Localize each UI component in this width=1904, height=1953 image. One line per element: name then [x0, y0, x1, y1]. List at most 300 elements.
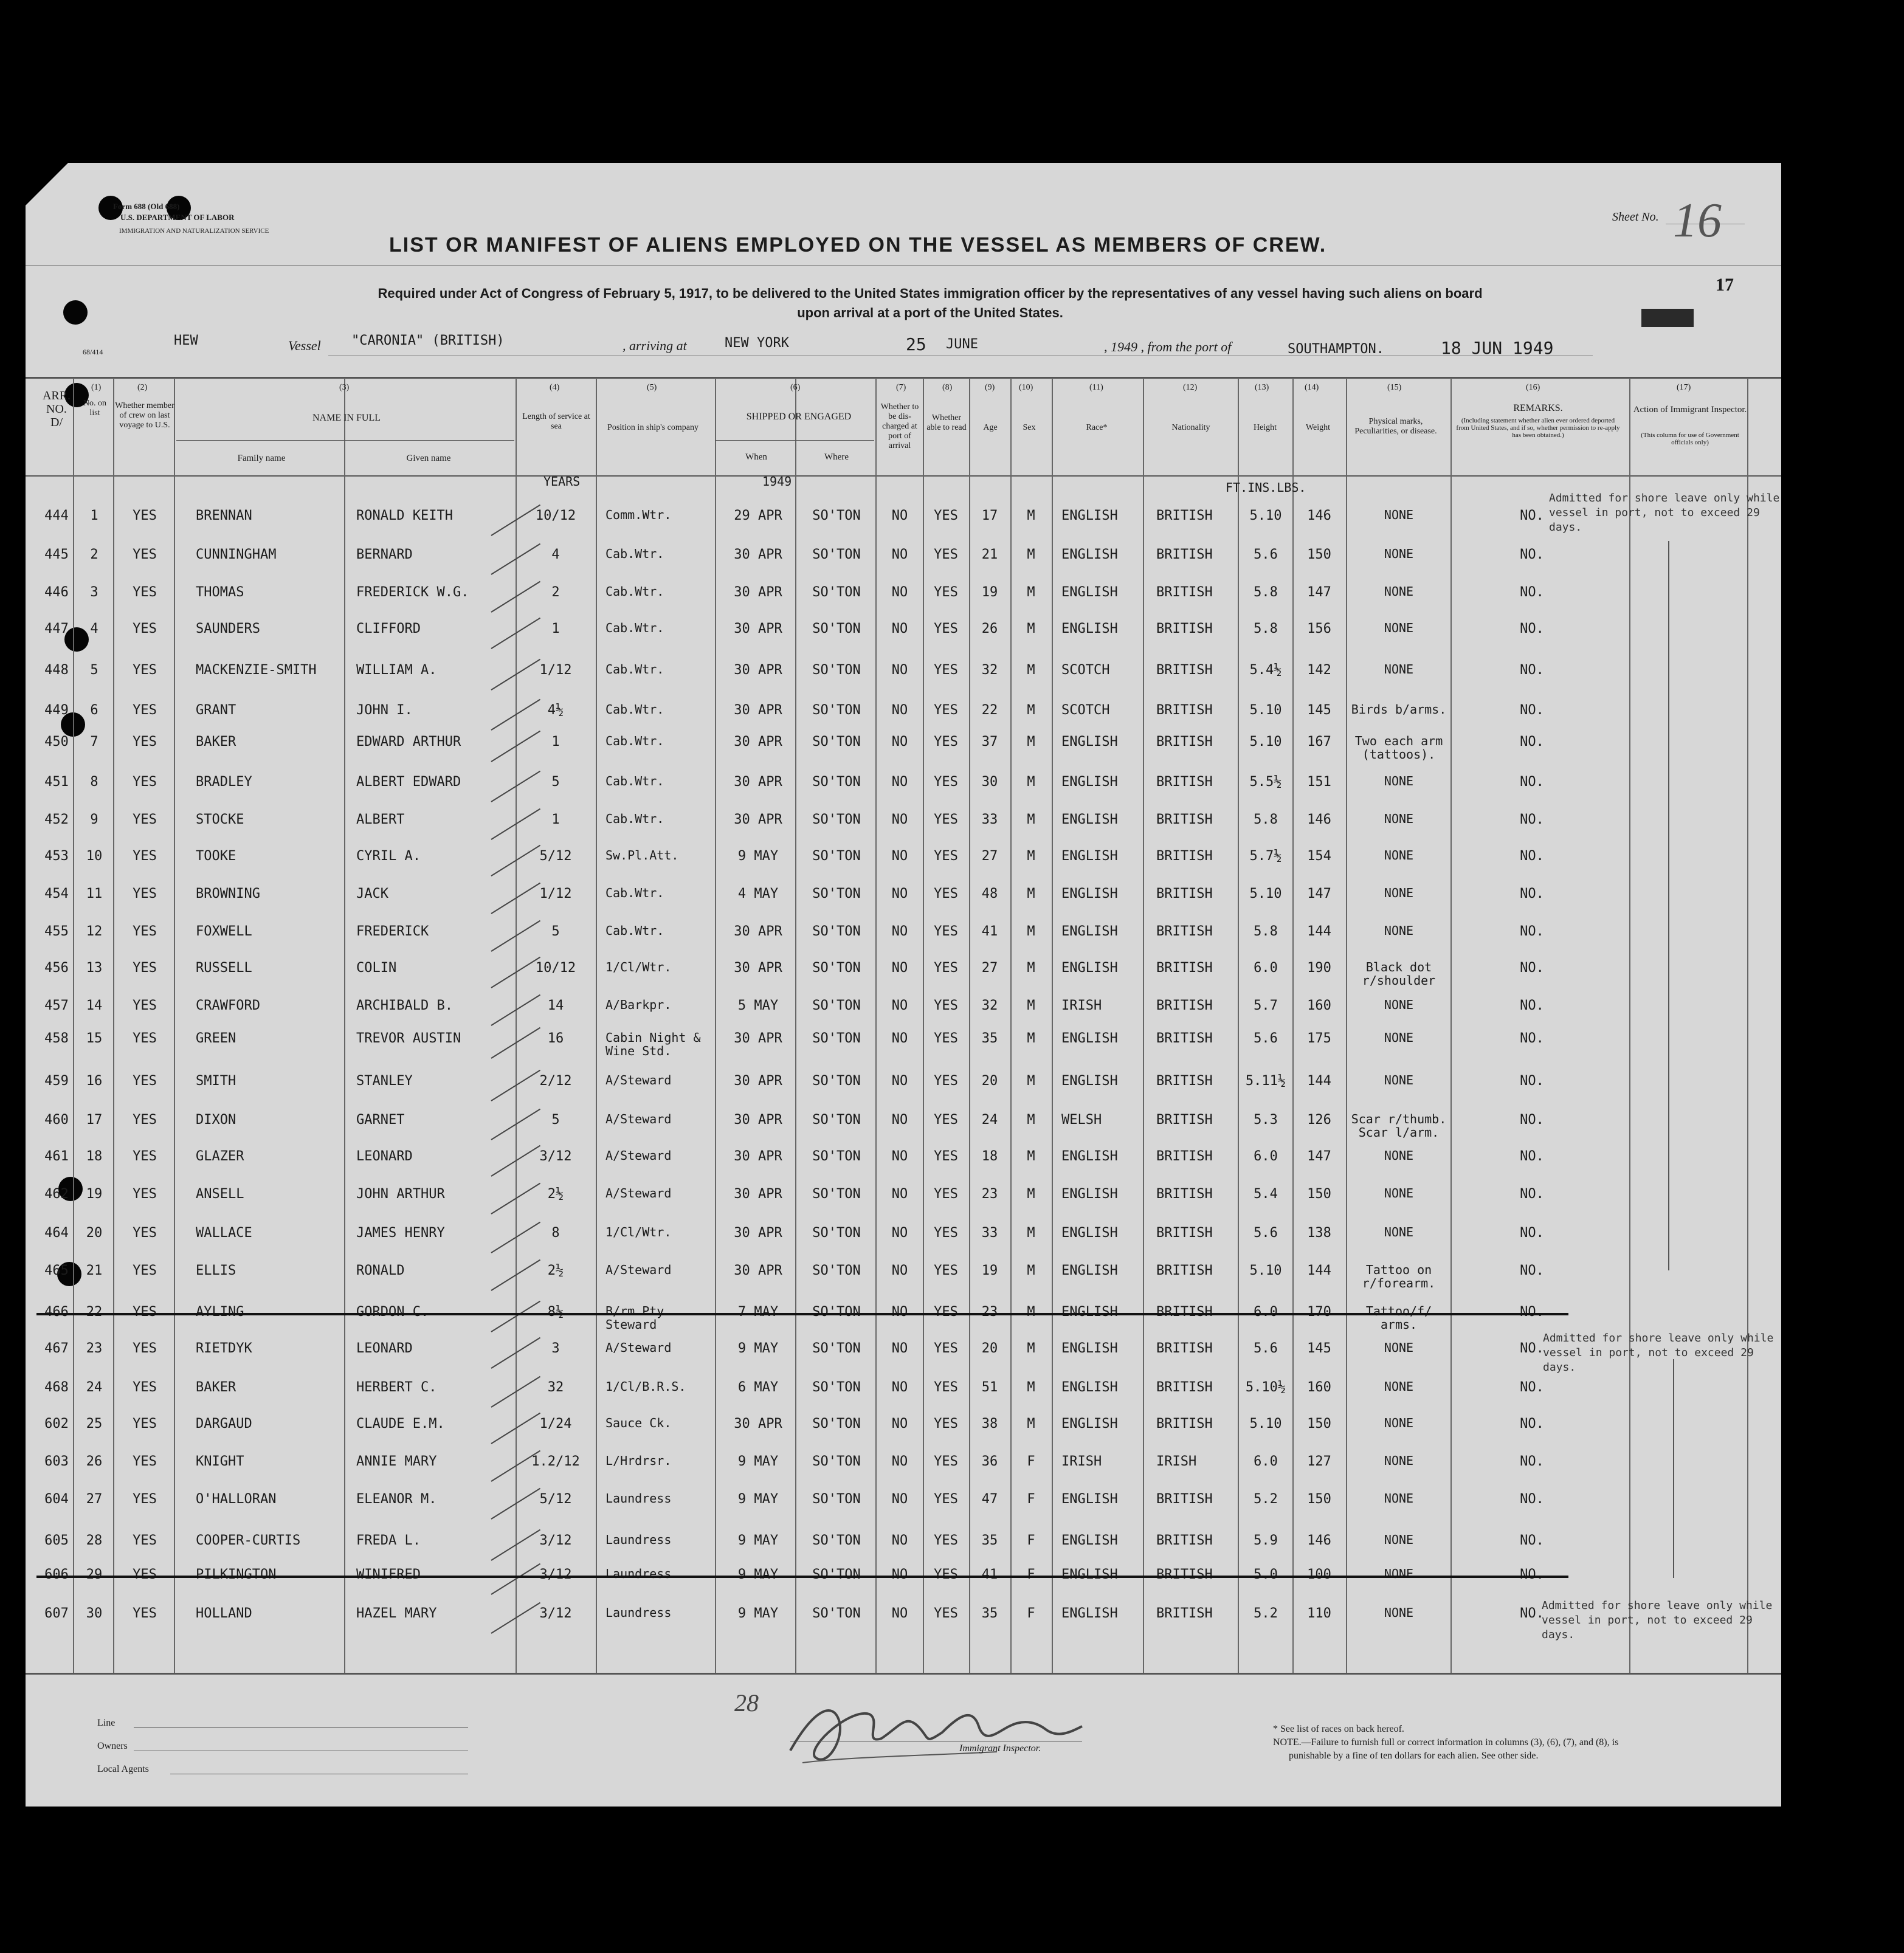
row-21-age: 19 — [981, 1263, 998, 1278]
row-24-where: SO'TON — [812, 1380, 861, 1395]
row-20-nat: BRITISH — [1156, 1225, 1213, 1241]
row-12-weight: 144 — [1307, 924, 1331, 939]
row-19-service: 2½ — [547, 1187, 564, 1202]
row-14-no: 14 — [86, 998, 103, 1013]
row-10-sex: M — [1027, 849, 1035, 864]
row-6-position: Cab.Wtr. — [605, 702, 664, 717]
row-20-height: 5.6 — [1254, 1225, 1278, 1241]
row-10-when: 9 MAY — [737, 849, 779, 864]
row-12-race: ENGLISH — [1061, 924, 1118, 939]
row-30-given: HAZEL MARY — [356, 1606, 437, 1621]
row-15-remarks: NO. — [1520, 1031, 1544, 1046]
row-11-age: 48 — [981, 886, 998, 901]
row-1-remarks: NO. — [1520, 508, 1544, 523]
row-9-marks: NONE — [1384, 811, 1414, 826]
row-11-remarks: NO. — [1520, 886, 1544, 901]
row-7-weight: 167 — [1307, 734, 1331, 749]
row-20-marks: NONE — [1384, 1225, 1414, 1239]
row-9-where: SO'TON — [812, 812, 861, 827]
row-10-where: SO'TON — [812, 849, 861, 864]
inspector-signature — [778, 1684, 1094, 1775]
side-code: 68/414 — [83, 348, 103, 356]
col-num-13: (13) — [1255, 383, 1269, 392]
row-18-service: 3/12 — [539, 1149, 572, 1164]
row-4-no: 4 — [90, 621, 98, 636]
row-7-age: 37 — [981, 734, 998, 749]
row-19-where: SO'TON — [812, 1187, 861, 1202]
row-7-dis: NO — [891, 734, 908, 749]
row-2-read: YES — [934, 547, 958, 562]
row-20-given: JAMES HENRY — [356, 1225, 445, 1241]
column-divider — [516, 378, 517, 1673]
row-16-service: 2/12 — [539, 1073, 572, 1089]
row-15-arr: 458 — [44, 1031, 69, 1046]
row-14-nat: BRITISH — [1156, 998, 1213, 1013]
row-1-nat: BRITISH — [1156, 508, 1213, 523]
column-divider — [1346, 378, 1347, 1673]
row-16-age: 20 — [981, 1073, 998, 1089]
row-29-remarks: NO. — [1520, 1567, 1544, 1582]
row-8-read: YES — [934, 774, 958, 790]
row-5-position: Cab.Wtr. — [605, 662, 664, 677]
row-1-arr: 444 — [44, 508, 69, 523]
row-30-arr: 607 — [44, 1606, 69, 1621]
column-divider — [596, 378, 597, 1673]
row-18-where: SO'TON — [812, 1149, 861, 1164]
row-2-family: CUNNINGHAM — [196, 547, 277, 562]
row-27-given: ELEANOR M. — [356, 1492, 437, 1507]
subtitle-line-2: upon arrival at a port of the United States. — [797, 305, 1063, 320]
row-13-service: 10/12 — [535, 960, 576, 976]
row-13-when: 30 APR — [734, 960, 782, 976]
row-14-family: CRAWFORD — [196, 998, 260, 1013]
row-27-remarks: NO. — [1520, 1492, 1544, 1507]
column-divider — [875, 378, 877, 1673]
row-8-weight: 151 — [1307, 774, 1331, 790]
row-8-when: 30 APR — [734, 774, 782, 790]
row-27-when: 9 MAY — [737, 1492, 779, 1507]
column-divider — [923, 378, 924, 1673]
row-23-remarks: NO. — [1520, 1341, 1544, 1356]
row-7-nat: BRITISH — [1156, 734, 1213, 749]
row-4-weight: 156 — [1307, 621, 1331, 636]
row-26-age: 36 — [981, 1454, 998, 1469]
row-21-where: SO'TON — [812, 1263, 861, 1278]
row-13-dis: NO — [891, 960, 908, 976]
column-divider — [1010, 378, 1012, 1673]
row-4-marks: NONE — [1384, 621, 1414, 635]
row-21-no: 21 — [86, 1263, 103, 1278]
voyage-rule — [328, 355, 1593, 356]
row-17-remarks: NO. — [1520, 1112, 1544, 1128]
row-24-given: HERBERT C. — [356, 1380, 437, 1395]
row-29-read: YES — [934, 1567, 958, 1582]
row-24-service: 32 — [547, 1380, 564, 1395]
row-5-service: 1/12 — [539, 663, 572, 678]
vessel-label: Vessel — [288, 338, 321, 353]
row-17-weight: 126 — [1307, 1112, 1331, 1128]
row-2-position: Cab.Wtr. — [605, 546, 664, 561]
row-25-nat: BRITISH — [1156, 1416, 1213, 1431]
row-24-read: YES — [934, 1380, 958, 1395]
row-2-dis: NO — [891, 547, 908, 562]
row-23-sex: M — [1027, 1341, 1035, 1356]
row-13-age: 27 — [981, 960, 998, 976]
row-26-dis: NO — [891, 1454, 908, 1469]
row-11-last: YES — [133, 886, 157, 901]
row-11-service: 1/12 — [539, 886, 572, 901]
row-8-service: 5 — [551, 774, 560, 790]
row-8-family: BRADLEY — [196, 774, 252, 790]
row-20-last: YES — [133, 1225, 157, 1241]
row-13-last: YES — [133, 960, 157, 976]
row-21-sex: M — [1027, 1263, 1035, 1278]
row-21-when: 30 APR — [734, 1263, 782, 1278]
row-5-age: 32 — [981, 663, 998, 678]
row-20-dis: NO — [891, 1225, 908, 1241]
row-11-dis: NO — [891, 886, 908, 901]
row-29-when: 9 MAY — [737, 1567, 779, 1582]
row-22-nat: BRITISH — [1156, 1304, 1213, 1320]
col-num-15: (15) — [1387, 383, 1402, 392]
row-15-family: GREEN — [196, 1031, 236, 1046]
row-1-where: SO'TON — [812, 508, 861, 523]
row-7-arr: 450 — [44, 734, 69, 749]
row-13-sex: M — [1027, 960, 1035, 976]
row-13-position: 1/Cl/Wtr. — [605, 960, 672, 974]
col-family-name: Family name — [237, 453, 286, 463]
row-14-arr: 457 — [44, 998, 69, 1013]
department: U.S. DEPARTMENT OF LABOR — [120, 213, 235, 222]
row-17-read: YES — [934, 1112, 958, 1128]
row-25-dis: NO — [891, 1416, 908, 1431]
row-2-service: 4 — [551, 547, 560, 562]
row-20-position: 1/Cl/Wtr. — [605, 1225, 672, 1239]
col-height: Height — [1253, 423, 1277, 432]
row-14-position: A/Barkpr. — [605, 997, 672, 1012]
column-divider — [73, 378, 74, 1673]
row-8-last: YES — [133, 774, 157, 790]
row-18-weight: 147 — [1307, 1149, 1331, 1164]
row-6-height: 5.10 — [1249, 703, 1282, 718]
row-14-age: 32 — [981, 998, 998, 1013]
row-28-given: FREDA L. — [356, 1533, 421, 1548]
row-16-where: SO'TON — [812, 1073, 861, 1089]
row-16-height: 5.11½ — [1245, 1073, 1286, 1089]
row-15-read: YES — [934, 1031, 958, 1046]
col-remarks-note: (Including statement whether alien ever ordered deported from United States, and if so, whether permission to re-apply has been obtained.) — [1456, 417, 1620, 439]
row-2-where: SO'TON — [812, 547, 861, 562]
row-7-when: 30 APR — [734, 734, 782, 749]
departure-date: 18 JUN 1949 — [1441, 338, 1554, 358]
page-title: LIST OR MANIFEST OF ALIENS EMPLOYED ON THE VESSEL AS MEMBERS OF CREW. — [389, 233, 1327, 257]
row-6-nat: BRITISH — [1156, 703, 1213, 718]
row-17-arr: 460 — [44, 1112, 69, 1128]
row-7-position: Cab.Wtr. — [605, 734, 664, 748]
bracket-line-1 — [1668, 541, 1669, 1270]
row-19-remarks: NO. — [1520, 1187, 1544, 1202]
row-9-arr: 452 — [44, 812, 69, 827]
arrival-day: 25 — [906, 334, 926, 354]
row-27-age: 47 — [981, 1492, 998, 1507]
col-sex: Sex — [1023, 423, 1036, 432]
column-divider — [1052, 378, 1053, 1673]
footnote-penalty-1: NOTE.—Failure to furnish full or correct information in columns (3), (6), (7), and (8), is — [1273, 1737, 1619, 1748]
row-15-position: Cabin Night & Wine Std. — [605, 1030, 701, 1058]
table-bottom-rule — [26, 1673, 1781, 1675]
row-23-read: YES — [934, 1341, 958, 1356]
row-16-race: ENGLISH — [1061, 1073, 1118, 1089]
row-8-arr: 451 — [44, 774, 69, 790]
row-3-no: 3 — [90, 585, 98, 600]
row-13-given: COLIN — [356, 960, 397, 976]
shore-leave-note-1: Admitted for shore leave only while vessel in port, not to exceed 29 days. — [1549, 492, 1780, 534]
row-25-when: 30 APR — [734, 1416, 782, 1431]
row-6-family: GRANT — [196, 703, 236, 718]
row-27-race: ENGLISH — [1061, 1492, 1118, 1507]
row-15-race: ENGLISH — [1061, 1031, 1118, 1046]
row-27-read: YES — [934, 1492, 958, 1507]
row-4-arr: 447 — [44, 621, 69, 636]
column-divider — [1629, 378, 1630, 1673]
row-30-remarks: NO. — [1520, 1606, 1544, 1621]
col-age: Age — [983, 423, 998, 432]
table-top-rule — [26, 377, 1781, 379]
row-9-read: YES — [934, 812, 958, 827]
row-26-nat: IRISH — [1156, 1454, 1197, 1469]
row-18-family: GLAZER — [196, 1149, 244, 1164]
row-7-service: 1 — [551, 734, 560, 749]
row-6-read: YES — [934, 703, 958, 718]
row-14-weight: 160 — [1307, 998, 1331, 1013]
row-15-dis: NO — [891, 1031, 908, 1046]
row-3-marks: NONE — [1384, 584, 1414, 599]
column-divider — [969, 378, 970, 1673]
row-19-family: ANSELL — [196, 1187, 244, 1202]
row-28-service: 3/12 — [539, 1533, 572, 1548]
row-26-read: YES — [934, 1454, 958, 1469]
row-9-sex: M — [1027, 812, 1035, 827]
row-2-height: 5.6 — [1254, 547, 1278, 562]
row-1-service: 10/12 — [535, 508, 576, 523]
row-21-weight: 144 — [1307, 1263, 1331, 1278]
row-17-when: 30 APR — [734, 1112, 782, 1128]
row-28-read: YES — [934, 1533, 958, 1548]
row-24-position: 1/Cl/B.R.S. — [605, 1379, 686, 1394]
footnote-penalty-2: punishable by a fine of ten dollars for each alien. See other side. — [1289, 1751, 1539, 1761]
row-3-family: THOMAS — [196, 585, 244, 600]
row-6-sex: M — [1027, 703, 1035, 718]
row-4-height: 5.8 — [1254, 621, 1278, 636]
arriving-label: , arriving at — [623, 338, 687, 353]
row-16-arr: 459 — [44, 1073, 69, 1089]
row-6-where: SO'TON — [812, 703, 861, 718]
row-25-remarks: NO. — [1520, 1416, 1544, 1431]
row-24-marks: NONE — [1384, 1379, 1414, 1394]
row-28-sex: F — [1027, 1533, 1035, 1548]
row-9-position: Cab.Wtr. — [605, 811, 664, 826]
row-29-age: 41 — [981, 1567, 998, 1582]
row-23-marks: NONE — [1384, 1340, 1414, 1355]
row-2-no: 2 — [90, 547, 98, 562]
col-num-8: (8) — [942, 383, 953, 392]
row-27-where: SO'TON — [812, 1492, 861, 1507]
row-25-weight: 150 — [1307, 1416, 1331, 1431]
row-4-read: YES — [934, 621, 958, 636]
row-12-given: FREDERICK — [356, 924, 429, 939]
row-15-service: 16 — [547, 1031, 564, 1046]
row-14-given: ARCHIBALD B. — [356, 998, 453, 1013]
table-header-rule — [26, 475, 1781, 477]
row-26-no: 26 — [86, 1454, 103, 1469]
row-10-dis: NO — [891, 849, 908, 864]
sheet-extra: 17 — [1716, 275, 1734, 295]
row-19-nat: BRITISH — [1156, 1187, 1213, 1202]
row-9-dis: NO — [891, 812, 908, 827]
row-15-given: TREVOR AUSTIN — [356, 1031, 461, 1046]
row-16-read: YES — [934, 1073, 958, 1089]
row-1-given: RONALD KEITH — [356, 508, 453, 523]
strikethrough-line — [36, 1576, 1568, 1578]
punch-hole — [63, 300, 88, 325]
row-7-family: BAKER — [196, 734, 236, 749]
row-1-height: 5.10 — [1249, 508, 1282, 523]
row-5-dis: NO — [891, 663, 908, 678]
row-17-position: A/Steward — [605, 1112, 672, 1126]
row-22-when: 7 MAY — [737, 1304, 779, 1320]
row-27-weight: 150 — [1307, 1492, 1331, 1507]
row-18-no: 18 — [86, 1149, 103, 1164]
row-2-last: YES — [133, 547, 157, 562]
row-12-where: SO'TON — [812, 924, 861, 939]
row-4-service: 1 — [551, 621, 560, 636]
row-19-race: ENGLISH — [1061, 1187, 1118, 1202]
sheet-no: 16 — [1673, 194, 1722, 247]
row-13-where: SO'TON — [812, 960, 861, 976]
row-29-height: 5.0 — [1254, 1567, 1278, 1582]
row-23-nat: BRITISH — [1156, 1341, 1213, 1356]
row-16-family: SMITH — [196, 1073, 236, 1089]
col-when: When — [745, 452, 767, 462]
row-22-no: 22 — [86, 1304, 103, 1320]
row-21-service: 2½ — [547, 1263, 564, 1278]
row-6-last: YES — [133, 703, 157, 718]
row-18-remarks: NO. — [1520, 1149, 1544, 1164]
row-30-nat: BRITISH — [1156, 1606, 1213, 1621]
row-6-race: SCOTCH — [1061, 703, 1110, 718]
subtitle-line-1: Required under Act of Congress of February 5, 1917, to be delivered to the United States immigration officer by the representatives of any vessel having such aliens on board — [378, 286, 1483, 301]
row-28-when: 9 MAY — [737, 1533, 779, 1548]
row-30-race: ENGLISH — [1061, 1606, 1118, 1621]
row-11-height: 5.10 — [1249, 886, 1282, 901]
row-24-last: YES — [133, 1380, 157, 1395]
row-21-arr: 465 — [44, 1263, 69, 1278]
row-4-given: CLIFFORD — [356, 621, 421, 636]
row-23-where: SO'TON — [812, 1341, 861, 1356]
row-8-dis: NO — [891, 774, 908, 790]
row-4-age: 26 — [981, 621, 998, 636]
row-1-no: 1 — [90, 508, 98, 523]
row-21-race: ENGLISH — [1061, 1263, 1118, 1278]
row-12-nat: BRITISH — [1156, 924, 1213, 939]
row-22-dis: NO — [891, 1304, 908, 1320]
row-8-no: 8 — [90, 774, 98, 790]
row-30-service: 3/12 — [539, 1606, 572, 1621]
row-26-given: ANNIE MARY — [356, 1454, 437, 1469]
row-2-remarks: NO. — [1520, 547, 1544, 562]
row-26-arr: 603 — [44, 1454, 69, 1469]
row-16-position: A/Steward — [605, 1073, 672, 1087]
row-28-race: ENGLISH — [1061, 1533, 1118, 1548]
row-9-family: STOCKE — [196, 812, 244, 827]
row-5-where: SO'TON — [812, 663, 861, 678]
row-1-family: BRENNAN — [196, 508, 252, 523]
row-1-age: 17 — [981, 508, 998, 523]
row-26-marks: NONE — [1384, 1453, 1414, 1468]
row-9-age: 33 — [981, 812, 998, 827]
row-1-position: Comm.Wtr. — [605, 508, 672, 522]
row-20-no: 20 — [86, 1225, 103, 1241]
row-12-height: 5.8 — [1254, 924, 1278, 939]
row-21-position: A/Steward — [605, 1262, 672, 1277]
row-28-no: 28 — [86, 1533, 103, 1548]
row-12-remarks: NO. — [1520, 924, 1544, 939]
row-19-last: YES — [133, 1187, 157, 1202]
row-23-height: 5.6 — [1254, 1341, 1278, 1356]
row-10-service: 5/12 — [539, 849, 572, 864]
row-4-when: 30 APR — [734, 621, 782, 636]
row-17-sex: M — [1027, 1112, 1035, 1128]
row-28-remarks: NO. — [1520, 1533, 1544, 1548]
row-19-height: 5.4 — [1254, 1187, 1278, 1202]
col-num-1: (1) — [91, 383, 102, 392]
row-16-nat: BRITISH — [1156, 1073, 1213, 1089]
row-15-marks: NONE — [1384, 1030, 1414, 1045]
row-6-no: 6 — [90, 703, 98, 718]
row-28-weight: 146 — [1307, 1533, 1331, 1548]
row-4-sex: M — [1027, 621, 1035, 636]
row-21-remarks: NO. — [1520, 1263, 1544, 1278]
row-20-service: 8 — [551, 1225, 560, 1241]
row-3-arr: 446 — [44, 585, 69, 600]
row-12-arr: 455 — [44, 924, 69, 939]
row-4-race: ENGLISH — [1061, 621, 1118, 636]
col-arr-no: ARR. NO. D/ — [42, 389, 71, 429]
row-13-race: ENGLISH — [1061, 960, 1118, 976]
row-3-weight: 147 — [1307, 585, 1331, 600]
row-27-service: 5/12 — [539, 1492, 572, 1507]
row-14-read: YES — [934, 998, 958, 1013]
col-weight: Weight — [1305, 423, 1331, 432]
row-12-no: 12 — [86, 924, 103, 939]
row-12-age: 41 — [981, 924, 998, 939]
col-given-name: Given name — [406, 453, 451, 463]
row-12-position: Cab.Wtr. — [605, 923, 664, 938]
row-4-remarks: NO. — [1520, 621, 1544, 636]
row-29-family: PILKINGTON — [196, 1567, 277, 1582]
row-17-height: 5.3 — [1254, 1112, 1278, 1128]
row-10-no: 10 — [86, 849, 103, 864]
service: IMMIGRATION AND NATURALIZATION SERVICE — [119, 227, 269, 235]
row-30-read: YES — [934, 1606, 958, 1621]
col-position: Position in ship's company — [607, 423, 698, 432]
column-divider — [344, 378, 345, 1673]
row-26-remarks: NO. — [1520, 1454, 1544, 1469]
row-19-arr: 462 — [44, 1187, 69, 1202]
row-18-position: A/Steward — [605, 1148, 672, 1163]
row-6-given: JOHN I. — [356, 703, 413, 718]
row-13-height: 6.0 — [1254, 960, 1278, 976]
